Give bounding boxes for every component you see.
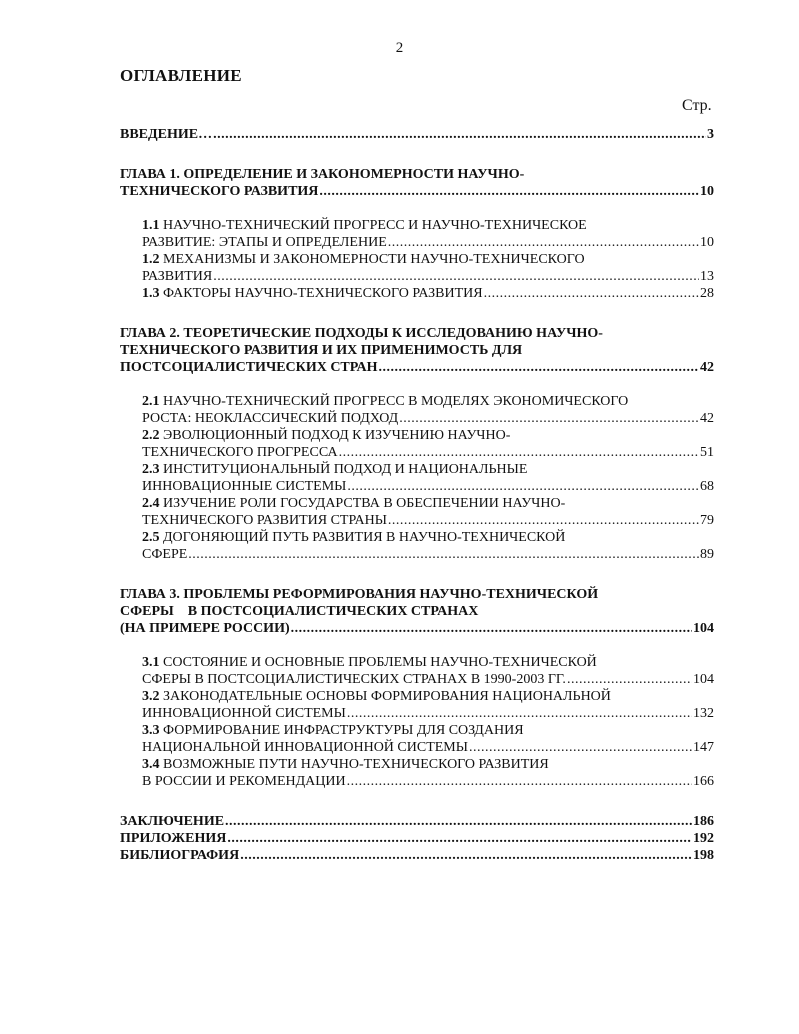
leader-dots [347, 705, 692, 722]
entry-page: 132 [693, 706, 714, 721]
entry-title-line: ДОГОНЯЮЩИЙ ПУТЬ РАЗВИТИЯ В НАУЧНО-ТЕХНИЧЕСКОЙ [163, 530, 566, 545]
section-number: 3.1 [142, 655, 160, 670]
section-number: 3.3 [142, 723, 160, 738]
toc-entry-bibliography[interactable] [120, 847, 714, 864]
entry-page: 10 [700, 235, 714, 250]
entry-title-line: ТЕХНИЧЕСКОГО ПРОГРЕССА [142, 445, 338, 460]
entry-page: 166 [693, 774, 714, 789]
entry-page: 104 [693, 621, 714, 636]
section-number: 3.4 [142, 757, 160, 772]
toc-entry-section-3-4[interactable] [120, 756, 714, 790]
toc-entry-section-3-1[interactable] [120, 654, 714, 688]
leader-dots [291, 620, 692, 637]
entry-page: 42 [700, 411, 714, 426]
toc-entry-conclusion[interactable] [120, 813, 714, 830]
toc-entry-appendices[interactable] [120, 830, 714, 847]
section-number: 1.1 [142, 218, 160, 233]
entry-title-line: ПОСТСОЦИАЛИСТИЧЕСКИХ СТРАН [120, 360, 378, 375]
toc-entry-section-1-3[interactable] [120, 285, 714, 302]
entry-title-line: (НА ПРИМЕРЕ РОССИИ) [120, 621, 290, 636]
entry-title-line: МЕХАНИЗМЫ И ЗАКОНОМЕРНОСТИ НАУЧНО-ТЕХНИЧЕСКОГО [163, 252, 585, 267]
leader-dots [388, 234, 699, 251]
entry-title-line: ЗАКОНОДАТЕЛЬНЫЕ ОСНОВЫ ФОРМИРОВАНИЯ НАЦИОНАЛЬНОЙ [163, 689, 611, 704]
leader-dots [319, 183, 699, 200]
toc-entry-chapter-3[interactable] [120, 586, 714, 637]
entry-page: 28 [700, 286, 714, 301]
section-number: 1.3 [142, 286, 160, 301]
entry-page: 3 [707, 127, 714, 142]
entry-page: 10 [700, 184, 714, 199]
entry-title-line: СФЕРЫ В ПОСТСОЦИАЛИСТИЧЕСКИХ СТРАНАХ [120, 604, 479, 619]
leader-dots [347, 773, 692, 790]
page-column-label: Стр. [682, 97, 712, 114]
entry-title-line: СФЕРЕ [142, 547, 188, 562]
entry-title-line: РАЗВИТИЯ [142, 269, 213, 284]
entry-title-line: ГЛАВА 1. ОПРЕДЕЛЕНИЕ И ЗАКОНОМЕРНОСТИ НАУЧНО- [120, 167, 525, 182]
page-number: 2 [395, 40, 404, 56]
section-number: 2.1 [142, 394, 160, 409]
section-number: 2.3 [142, 462, 160, 477]
entry-title-line: ФОРМИРОВАНИЕ ИНФРАСТРУКТУРЫ ДЛЯ СОЗДАНИЯ [163, 723, 524, 738]
entry-title-line: СФЕРЫ В ПОСТСОЦИАЛИСТИЧЕСКИХ СТРАНАХ В 1990-2003 ГГ. [142, 672, 566, 687]
section-number: 3.2 [142, 689, 160, 704]
leader-dots [213, 126, 706, 143]
entry-title-line: НАУЧНО-ТЕХНИЧЕСКИЙ ПРОГРЕСС В МОДЕЛЯХ ЭКОНОМИЧЕСКОГО [163, 394, 629, 409]
leader-dots [567, 671, 692, 688]
section-number: 2.5 [142, 530, 160, 545]
toc-entry-section-3-2[interactable] [120, 688, 714, 722]
leader-dots [379, 359, 699, 376]
entry-page: 104 [693, 672, 714, 687]
leader-dots [213, 268, 699, 285]
toc-entry-chapter-2[interactable] [120, 325, 714, 376]
entry-page: 147 [693, 740, 714, 755]
entry-title-line: ГЛАВА 2. ТЕОРЕТИЧЕСКИЕ ПОДХОДЫ К ИССЛЕДОВАНИЮ НАУЧНО- [120, 326, 603, 341]
entry-title-line: РАЗВИТИЕ: ЭТАПЫ И ОПРЕДЕЛЕНИЕ [142, 235, 387, 250]
entry-page: 186 [693, 814, 714, 829]
entry-label: БИБЛИОГРАФИЯ [120, 848, 240, 863]
entry-title-line: ИНСТИТУЦИОНАЛЬНЫЙ ПОДХОД И НАЦИОНАЛЬНЫЕ [163, 462, 528, 477]
toc-entry-section-2-4[interactable] [120, 495, 714, 529]
entry-title-line: РОСТА: НЕОКЛАССИЧЕСКИЙ ПОДХОД [142, 411, 399, 426]
entry-page: 13 [700, 269, 714, 284]
section-number: 2.2 [142, 428, 160, 443]
entry-title-line: ИННОВАЦИОННЫЕ СИСТЕМЫ [142, 479, 347, 494]
entry-title-line: ГЛАВА 3. ПРОБЛЕМЫ РЕФОРМИРОВАНИЯ НАУЧНО-ТЕХНИЧЕСКОЙ [120, 587, 599, 602]
leader-dots [388, 512, 699, 529]
entry-title-line: ВОЗМОЖНЫЕ ПУТИ НАУЧНО-ТЕХНИЧЕСКОГО РАЗВИТИЯ [163, 757, 549, 772]
entry-page: 68 [700, 479, 714, 494]
entry-title-line: НАЦИОНАЛЬНОЙ ИННОВАЦИОННОЙ СИСТЕМЫ [142, 740, 468, 755]
leader-dots [240, 847, 692, 864]
entry-label: ЗАКЛЮЧЕНИЕ [120, 814, 225, 829]
entry-page: 192 [693, 831, 714, 846]
entry-title-line: ТЕХНИЧЕСКОГО РАЗВИТИЯ И ИХ ПРИМЕНИМОСТЬ ДЛЯ [120, 343, 523, 358]
toc-entry-section-1-2[interactable] [120, 251, 714, 285]
toc-entry-section-2-3[interactable] [120, 461, 714, 495]
entry-page: 198 [693, 848, 714, 863]
entry-title-line: ФАКТОРЫ НАУЧНО-ТЕХНИЧЕСКОГО РАЗВИТИЯ [163, 286, 483, 301]
leader-dots [225, 813, 692, 830]
leader-dots [469, 739, 692, 756]
leader-dots [339, 444, 699, 461]
section-number: 1.2 [142, 252, 160, 267]
entry-page: 79 [700, 513, 714, 528]
entry-title-line: ТЕХНИЧЕСКОГО РАЗВИТИЯ СТРАНЫ [142, 513, 387, 528]
leader-dots [484, 285, 699, 302]
leader-dots [227, 830, 692, 847]
entry-ellipsis: … [198, 127, 213, 142]
toc-entry-section-2-5[interactable] [120, 529, 714, 563]
table-of-contents [120, 126, 714, 864]
section-number: 2.4 [142, 496, 160, 511]
entry-page: 51 [700, 445, 714, 460]
entry-title-line: ТЕХНИЧЕСКОГО РАЗВИТИЯ [120, 184, 319, 199]
leader-dots [399, 410, 699, 427]
toc-entry-introduction[interactable] [120, 126, 714, 143]
entry-title-line: ИЗУЧЕНИЕ РОЛИ ГОСУДАРСТВА В ОБЕСПЕЧЕНИИ НАУЧНО- [163, 496, 566, 511]
entry-title-line: СОСТОЯНИЕ И ОСНОВНЫЕ ПРОБЛЕМЫ НАУЧНО-ТЕХНИЧЕСКОЙ [163, 655, 597, 670]
entry-title-line: ЭВОЛЮЦИОННЫЙ ПОДХОД К ИЗУЧЕНИЮ НАУЧНО- [163, 428, 511, 443]
toc-entry-section-3-3[interactable] [120, 722, 714, 756]
toc-entry-section-2-1[interactable] [120, 393, 714, 427]
entry-page: 89 [700, 547, 714, 562]
toc-entry-section-2-2[interactable] [120, 427, 714, 461]
entry-label: ПРИЛОЖЕНИЯ [120, 831, 227, 846]
entry-title-line: ИННОВАЦИОННОЙ СИСТЕМЫ [142, 706, 346, 721]
leader-dots [188, 546, 699, 563]
entry-label: ВВЕДЕНИЕ [120, 127, 199, 142]
entry-page: 42 [700, 360, 714, 375]
entry-title-line: В РОССИИ И РЕКОМЕНДАЦИИ [142, 774, 346, 789]
toc-entry-chapter-1[interactable] [120, 166, 714, 200]
toc-entry-section-1-1[interactable] [120, 217, 714, 251]
entry-title-line: НАУЧНО-ТЕХНИЧЕСКИЙ ПРОГРЕСС И НАУЧНО-ТЕХНИЧЕСКОЕ [163, 218, 587, 233]
page-title: ОГЛАВЛЕНИЕ [120, 66, 242, 85]
leader-dots [347, 478, 699, 495]
